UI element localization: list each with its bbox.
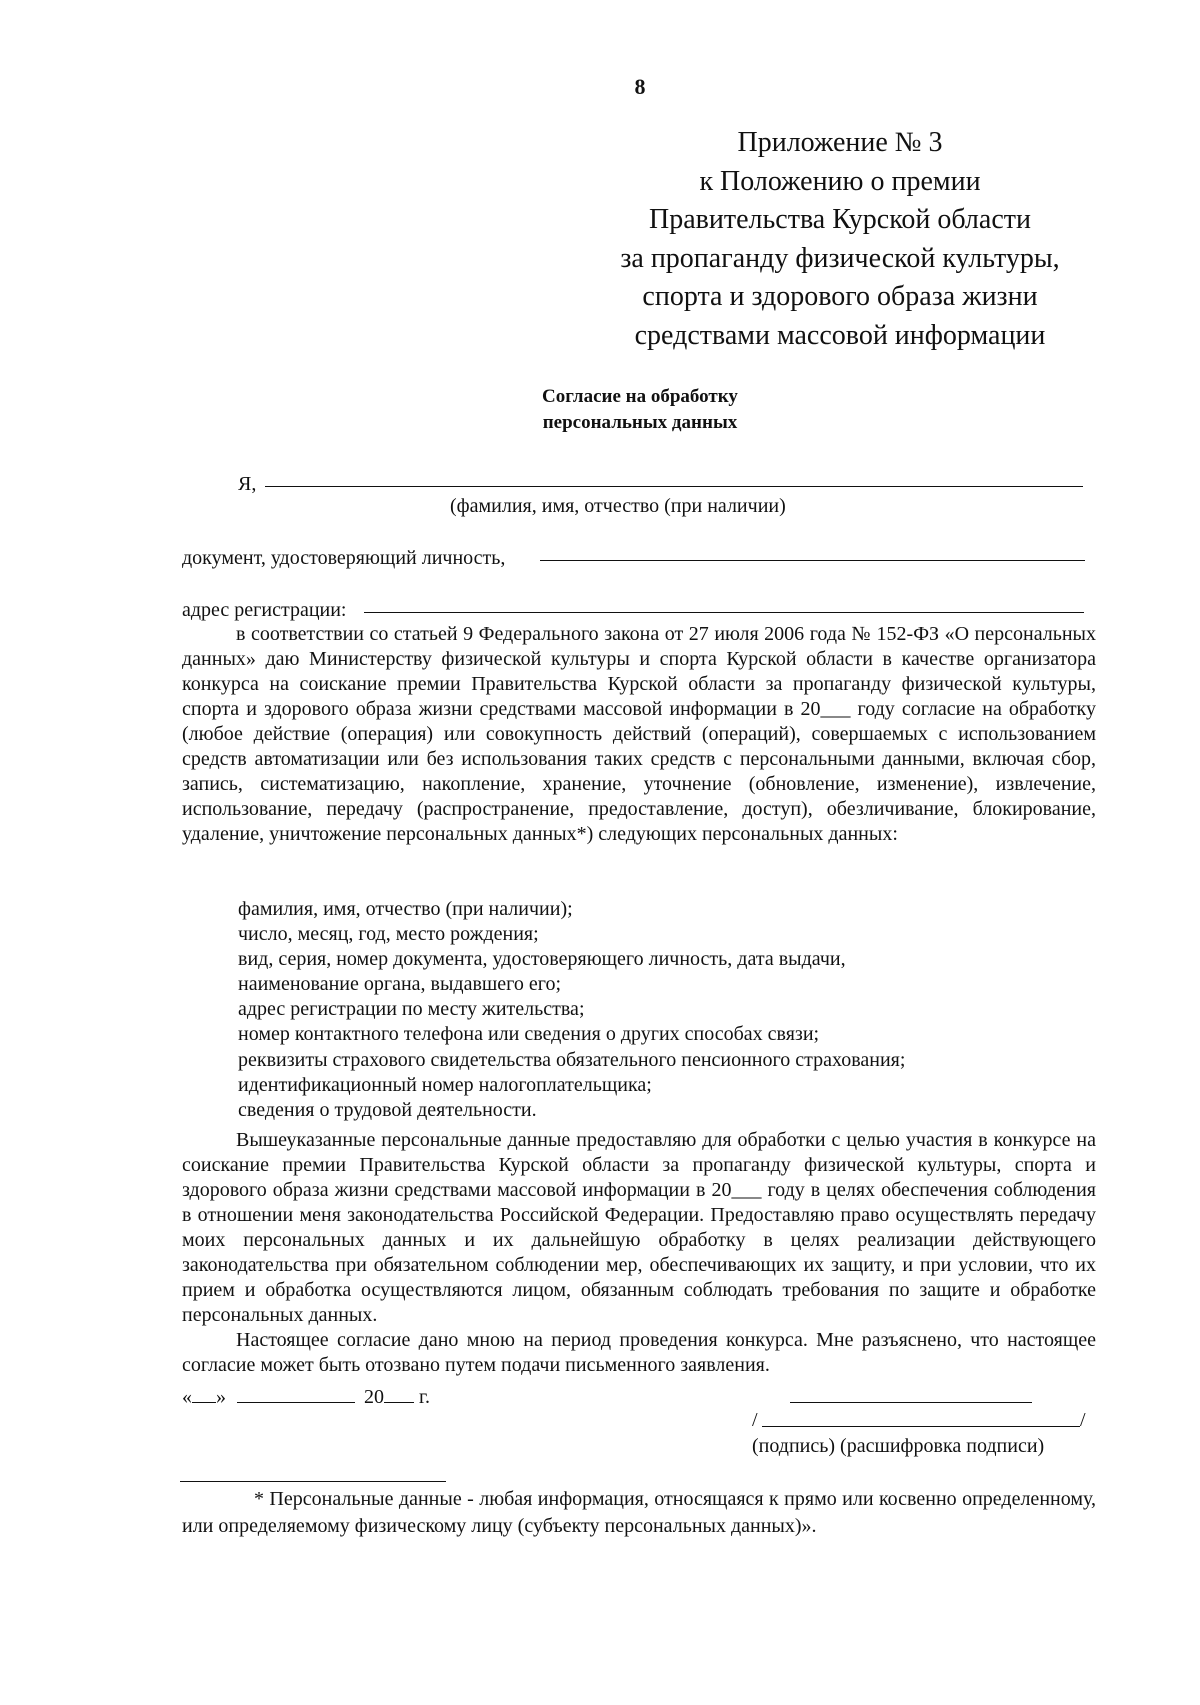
signature-decoding-field[interactable] [762,1426,1080,1427]
address-label: адрес регистрации: [182,599,347,621]
month-field[interactable] [237,1384,355,1403]
signature-field[interactable] [790,1402,1032,1403]
list-item: фамилия, имя, отчество (при наличии); [238,898,573,920]
name-caption: (фамилия, имя, отчество (при наличии) [450,495,786,517]
signature-caption: (подпись) (расшифровка подписи) [752,1435,1045,1457]
document-title [400,384,880,436]
date-close-quote: » [216,1386,226,1408]
page-number: 8 [634,74,646,99]
list-item: число, месяц, год, место рождения; [238,923,539,946]
year-prefix: 20 [364,1386,384,1408]
name-field[interactable] [265,486,1083,487]
annex-header [600,124,1080,355]
day-field[interactable] [192,1384,216,1403]
date-open-quote: « [182,1386,192,1408]
annex-line: Правительства Курской области [649,204,1031,235]
footnote [182,1486,1096,1540]
date-line [182,1384,430,1410]
document-field[interactable] [540,560,1085,561]
slash-left: / [752,1409,758,1431]
year-suffix: г. [419,1386,430,1408]
footnote-text: * Персональные данные - любая информация, относящаяся к прямо или косвенно определенному, или определяемому физическому лицу (субъекту персональных данных)». [182,1488,1096,1537]
address-field[interactable] [364,612,1084,613]
i-label: Я, [238,473,257,495]
document-label: документ, удостоверяющий личность, [182,547,506,569]
title-line: персональных данных [542,412,738,433]
consent-paragraph: в соответствии со статьей 9 Федерального закона от 27 июля 2006 года № 152-ФЗ «О персональных данных» даю Министерству физической культуры и спорта Курской области в качестве организатора конкурса на соискание премии Правительства Курской области за пропаганду физической культуры, спорта и здорового образа жизни средствами массовой информации в 20___ году согласие на обработку (любое действие (операция) или совокупность действий (операций), совершаемых с использованием средств автоматизации или без использования таких средств с персональными данными, включая сбор, запись, систематизацию, накопление, хранение, уточнение (обновление, изменение), извлечение, использование, передачу (распространение, предоставление, доступ), обезличивание, блокирование, удаление, уничтожение персональных данных*) следующих персональных данных: [182,623,1096,845]
list-item: номер контактного телефона или сведения о других способах связи; [238,1023,820,1046]
annex-line: за пропаганду физической культуры, [620,242,1060,274]
consent-paragraph-2-block [182,1128,1096,1378]
personal-data-list [238,897,1098,1123]
annex-line: спорта и здорового образа жизни [642,281,1038,312]
list-item: идентификационный номер налогоплательщика; [238,1073,652,1096]
annex-line: средствами массовой информации [634,319,1046,351]
list-item: адрес регистрации по месту жительства; [238,998,585,1021]
consent-paragraph-1-block [182,622,1096,847]
consent-paragraph: Вышеуказанные персональные данные предоставляю для обработки с целью участия в конкурсе на соискание премии Правительства Курской области за пропаганду физической культуры, спорта и здорового образа жизни средствами массовой информации в 20___ году в целях обеспечения соблюдения в отношении меня законодательства Российской Федерации. Предоставляю право осуществлять передачу моих персональных данных и их дальнейшую обработку в целях реализации действующего законодательства при обязательном соблюдении мер, обеспечивающих их защиту, и при условии, что их прием и обработка осуществляются лицом, обязанным соблюдать требования по защите и обработке персональных данных. [182,1129,1096,1326]
annex-line: к Положению о премии [699,165,981,197]
list-item: наименование органа, выдавшего его; [238,973,562,996]
footnote-divider [180,1481,446,1482]
year-field[interactable] [384,1384,414,1403]
annex-line: Приложение № 3 [737,127,943,158]
slash-right: / [1080,1409,1086,1431]
list-item: реквизиты страхового свидетельства обязательного пенсионного страхования; [238,1048,906,1071]
title-line: Согласие на обработку [542,386,738,407]
list-item: сведения о трудовой деятельности. [238,1098,537,1121]
list-item: вид, серия, номер документа, удостоверяющего личность, дата выдачи, [238,948,846,971]
consent-paragraph: Настоящее согласие дано мною на период проведения конкурса. Мне разъяснено, что настоящее согласие может быть отозвано путем подачи письменного заявления. [182,1329,1096,1376]
